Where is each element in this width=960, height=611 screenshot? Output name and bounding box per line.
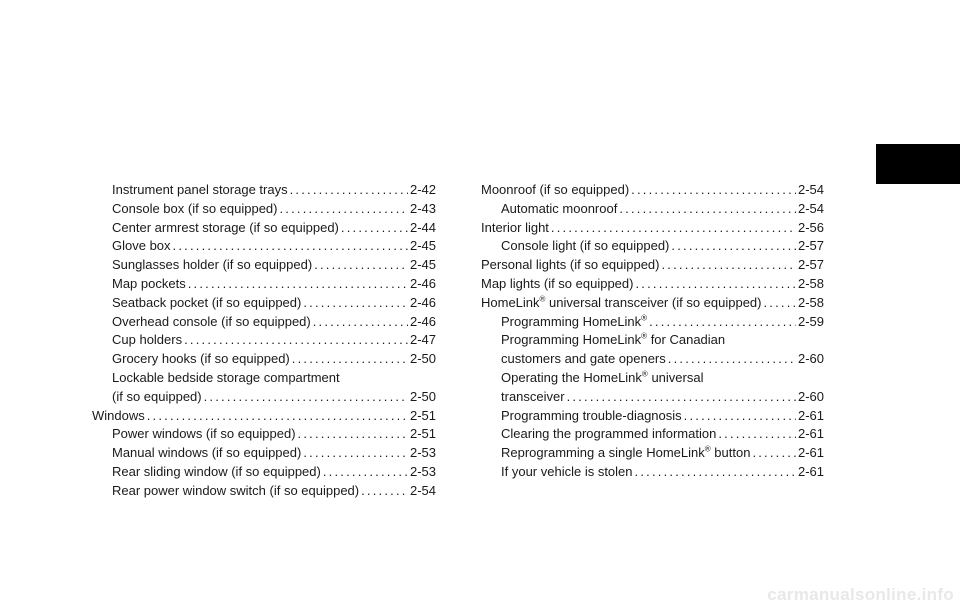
toc-entry[interactable]: Programming trouble-diagnosis ..... 2-61	[481, 407, 824, 426]
toc-entry[interactable]: Automatic moonroof ..... 2-54	[481, 200, 824, 219]
chapter-tab-marker	[876, 144, 960, 184]
toc-entry[interactable]: Overhead console (if so equipped) ..... 2-46	[92, 313, 436, 332]
toc-entry[interactable]: Rear sliding window (if so equipped) ..... 2-53	[92, 463, 436, 482]
toc-entry[interactable]: Center armrest storage (if so equipped) ..... 2-44	[92, 219, 436, 238]
toc-entry[interactable]: Operating the HomeLink® universal transceiver ..... 2-60	[481, 369, 824, 407]
toc-section-entry[interactable]: Interior light ..... 2-56	[481, 219, 824, 238]
toc-entry[interactable]: Sunglasses holder (if so equipped) ..... 2-45	[92, 256, 436, 275]
toc-entry[interactable]: Console box (if so equipped) ..... 2-43	[92, 200, 436, 219]
toc-section-entry[interactable]: Windows ..... 2-51	[92, 407, 436, 426]
toc-entry[interactable]: Rear power window switch (if so equipped) ..... 2-54	[92, 482, 436, 501]
toc-entry[interactable]: Console light (if so equipped) ..... 2-57	[481, 237, 824, 256]
toc-left-column	[92, 181, 436, 501]
toc-entry[interactable]: If your vehicle is stolen ..... 2-61	[481, 463, 824, 482]
toc-entry[interactable]: Instrument panel storage trays ..... 2-42	[92, 181, 436, 200]
toc-entry[interactable]: Reprogramming a single HomeLink® button ..... 2-61	[481, 444, 824, 463]
toc-entry[interactable]: Grocery hooks (if so equipped) ..... 2-50	[92, 350, 436, 369]
toc-section-entry[interactable]: HomeLink® universal transceiver (if so equipped) ..... 2-58	[481, 294, 824, 313]
toc-section-entry[interactable]: Moonroof (if so equipped) ..... 2-54	[481, 181, 824, 200]
toc-section-entry[interactable]: Personal lights (if so equipped) ..... 2-57	[481, 256, 824, 275]
watermark: carmanualsonline.info	[767, 585, 954, 604]
toc-entry[interactable]: Cup holders ..... 2-47	[92, 331, 436, 350]
toc-entry[interactable]: Clearing the programmed information ..... 2-61	[481, 425, 824, 444]
toc-entry[interactable]: Programming HomeLink® ..... 2-59	[481, 313, 824, 332]
toc-entry[interactable]: Lockable bedside storage compartment (if so equipped) ..... 2-50	[92, 369, 436, 407]
toc-entry[interactable]: Programming HomeLink® for Canadian customers and gate openers ..... 2-60	[481, 331, 824, 369]
toc-section-entry[interactable]: Map lights (if so equipped) ..... 2-58	[481, 275, 824, 294]
toc-entry[interactable]: Power windows (if so equipped) ..... 2-51	[92, 425, 436, 444]
toc-right-column	[481, 181, 824, 482]
toc-entry[interactable]: Glove box ..... 2-45	[92, 237, 436, 256]
toc-entry[interactable]: Map pockets ..... 2-46	[92, 275, 436, 294]
toc-entry[interactable]: Manual windows (if so equipped) ..... 2-53	[92, 444, 436, 463]
toc-entry[interactable]: Seatback pocket (if so equipped) ..... 2-46	[92, 294, 436, 313]
